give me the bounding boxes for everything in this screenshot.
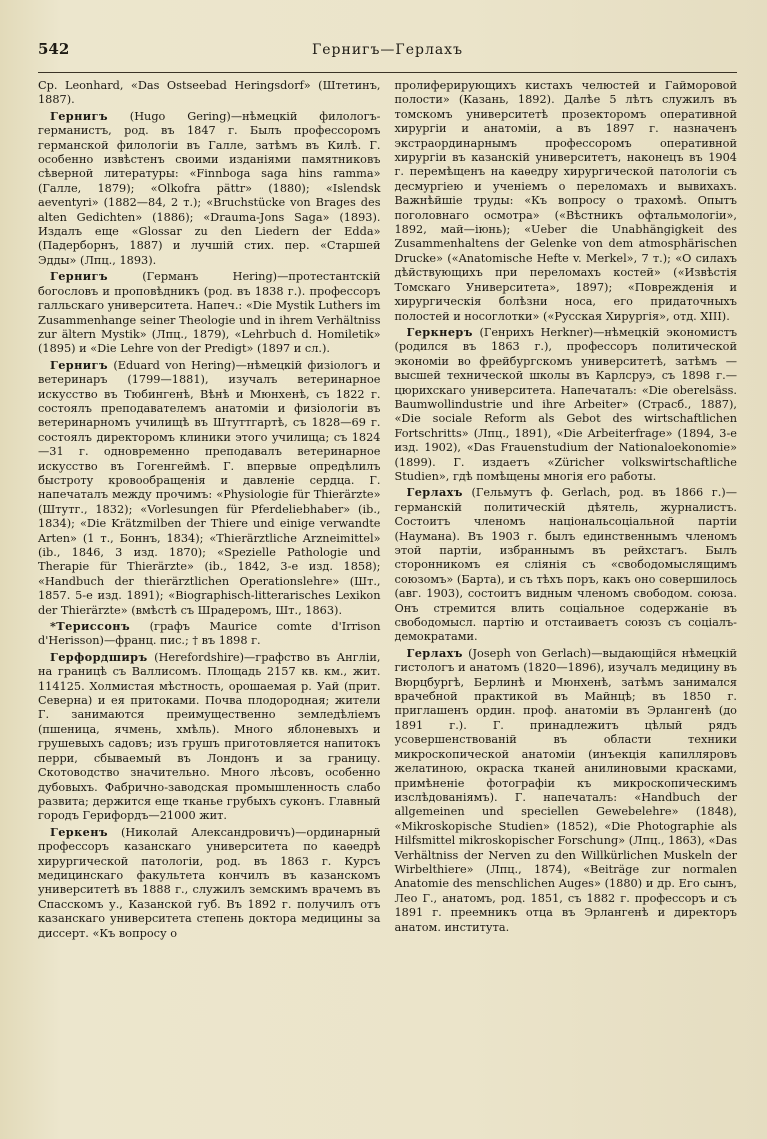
running-title: Гернигъ—Герлахъ xyxy=(312,42,463,58)
entry-headword: Гернигъ xyxy=(50,108,108,123)
left-column xyxy=(38,79,381,942)
right-column xyxy=(395,79,738,942)
dictionary-entry xyxy=(38,619,381,649)
entry-headword: Гернигъ xyxy=(50,269,108,284)
entry-text: (Eduard von Hering)—нѣмецкій физіологъ и ветеринаръ (1799—1881), изучалъ ветеринарное искусство въ Тюбингенѣ, Вѣнѣ и Мюнхенѣ, съ 1822 г. состоялъ преподавателемъ анатоміи и физіологіи въ ветеринарномъ училищѣ въ Штуттгартѣ, съ 1828—69 г. состоялъ директоромъ клиники этого училища; съ 1824—31 г. одновременно преподавалъ ветеринарное искусство въ Гогенгеймѣ. Г. впервые опредѣлилъ быстроту кровообращенія и давленіе сердца. Г. напечаталъ между прочимъ: «Physiologie für Thierärzte» (Штутг., 1832); «Vorlesungen für Pferdeliebhaber» (ib., 1834); «Die Krätzmilben der Thiere und einige verwandte Arten» (1 т., Боннъ, 1834); «Thierärztliche Arzneimittel» (ib., 1846, 3 изд. 1870); «Spezielle Pathologie und Therapie für Thierärzte» (ib., 1842, 3-е изд. 1858); «Handbuch der thierärztlichen Operationslehre» (Шт., 1857. 5-е изд. 1891); «Biographisch-litterarisches Lexikon der Thierärzte» (вмѣстѣ съ Шрадеромъ, Шт., 1863). xyxy=(38,358,381,617)
dictionary-entry xyxy=(38,825,381,941)
dictionary-entry xyxy=(395,325,738,484)
entry-headword: Геркнеръ xyxy=(406,324,473,339)
running-header xyxy=(38,40,737,73)
entry-text: (Генрихъ Herkner)—нѣмецкій экономистъ (родился въ 1863 г.), профессоръ политической экономіи во фрейбургскомъ университетѣ, затѣмъ — высшей технической школы въ Карлсруэ, съ 1898 г.—цюрихскаго университета. Напечаталъ: «Die oberelsäss. Baumwollindustrie und ihre Arbeiter» (Страсб., 1887), «Die sociale Reform als Gebot des wirtschaftlichen Fortschritts» (Лпц., 1891), «Die Arbeiterfrage» (1894, 3-е изд. 1902), «Das Frauenstudium der Nationaloekonomie» (1899). Г. издаетъ «Züricher volkswirtschaftliche Studien», гдѣ помѣщены многія его работы. xyxy=(394,325,738,483)
entry-text: (Гельмутъ ф. Gerlach, род. въ 1866 г.)—германскій политическій дѣятель, журналистъ. Состоитъ членомъ національсоціальной партіи (Наумана). Въ 1903 г. былъ единственнымъ членомъ этой партіи, избраннымъ въ рейхстагъ. Былъ сторонникомъ ея слiянія съ «свободомыслящимъ союзомъ» (Барта), и съ тѣхъ поръ, какъ оно совершилось (авг. 1903), состоитъ видным членомъ свободом. союза. Онъ стремится влить соціальное содержаніе въ свободомысл. партію и отстаиваетъ союзъ съ соціалъ-демократами. xyxy=(394,486,738,644)
entry-headword: *Териссонъ xyxy=(50,619,131,634)
entry-headword: Геркенъ xyxy=(50,824,108,839)
entry-text: (Николай Александровичъ)—ординарный профессоръ казанскаго университета по каѳедрѣ хирургической патологіи, род. въ 1863 г. Курсъ медицинскаго факультета кончилъ въ казанскомъ университетѣ въ 1888 г., служилъ земскимъ врачемъ въ Спасскомъ у., Казанской губ. Въ 1892 г. получилъ отъ казанскаго университета степень доктора медицины за диссерт. «Къ вопросу о xyxy=(38,825,381,940)
dictionary-entry xyxy=(38,79,381,108)
entry-text: (Herefordshire)—графство въ Англіи, на границѣ съ Валлисомъ. Площадь 2157 кв. км., жит. 114125. Холмистая мѣстность, орошаемая р. Уай (прит. Северна) и ея притоками. Почва плодородная; жители Г. занимаются преимущественно земледѣліемъ (пшеница, ячмень, хмѣль). Много яблоневыхъ и грушевыхъ садовъ; изъ грушъ приготовляется напитокъ перри, сбываемый въ Лондонъ и за границу. Скотоводство значительно. Много лѣсовъ, особенно дубовыхъ. Фабрично-заводская промышленность слабо развита; держится еще тканье грубыхъ суконъ. Главный городъ Герифордъ—21000 жит. xyxy=(38,650,381,823)
entry-text: Ср. Leonhard, «Das Ostseebad Heringsdorf» (Штетинъ, 1887). xyxy=(38,79,381,107)
entry-headword: Гернигъ xyxy=(50,357,108,372)
dictionary-entry xyxy=(38,269,381,356)
entry-text: пролиферирующихъ кистахъ челюстей и Гайморовой полости» (Казань, 1892). Далѣе 5 лѣтъ служилъ въ томскомъ университетѣ прозекторомъ оперативной хирургіи и анатоміи, а въ 1897 г. назначенъ экстраординарнымъ профессоромъ оперативной хирургіи въ казанскій университетъ, наконецъ въ 1904 г. перемѣщенъ на каѳедру хирургической патологіи съ десмургіею и ученіемъ о переломахъ и вывихахъ. Важнѣйшіе труды: «Къ вопросу о трахомѣ. Опытъ поголовнаго осмотра» («Вѣстникъ офтальмологіи», 1892, май—іюнь); «Ueber die Unabhängigkeit des Zusammenhaltens der Gelenke von dem atmosphärischen Drucke» («Anatomische Hefte v. Merkel», 7 т.); «О силахъ дѣйствующихъ при переломахъ костей» («Извѣстія Томскаго Университета», 1897); «Поврежденія и хирургическія болѣзни носа, его придаточныхъ полостей и носоглотки» («Русская Хирургія», отд. XIII). xyxy=(394,79,737,323)
dictionary-entry xyxy=(38,650,381,824)
dictionary-entry xyxy=(395,79,738,324)
entry-text: (Hugo Gering)—нѣмецкій филологъ-германистъ, род. въ 1847 г. Былъ профессоромъ германской филологіи въ Галле, затѣмъ въ Килѣ. Г. особенно извѣстенъ своими изданіями памятниковъ сѣверной литературы: «Finnboga saga hins ramma» (Галле, 1879); «Olkofra pättr» (1880); «Islendsk aeventyri» (1882—84, 2 т.); «Bruchstücke von Brages des alten Gedichten» (1886); «Drauma-Jons Saga» (1893). Издалъ еще «Glossar zu den Liedern der Edda» (Падерборнъ, 1887) и лучшій стих. пер. «Старшей Эдды» (Лпц., 1893). xyxy=(38,109,381,267)
dictionary-entry xyxy=(395,485,738,644)
entry-text: (графъ Maurice comte d'Irrison d'Herisson)—франц. пис.; † въ 1898 г. xyxy=(38,620,381,648)
dictionary-entry xyxy=(395,646,738,935)
entry-headword: Герфордширъ xyxy=(50,649,148,664)
entry-text: (Германъ Hering)—протестантскій богословъ и проповѣдникъ (род. въ 1838 г.). профессоръ галльскаго университета. Напеч.: «Die Mystik Luthers im Zusammenhange seiner Theologie und in ihrem Verhältniss zur ältern Mystik» (Лпц., 1879), «Lehrbuch d. Homiletik» (1895) и «Die Lehre von der Predigt» (1897 и сл.). xyxy=(38,270,381,356)
page-number: 542 xyxy=(38,40,70,58)
entry-text: (Joseph von Gerlach)—выдающійся нѣмецкій гистологъ и анатомъ (1820—1896), изучалъ медицину въ Вюрцбургѣ, Берлинѣ и Мюнхенѣ, затѣмъ занимался врачебной практикой въ Майнцѣ; въ 1850 г. приглашенъ ордин. проф. анатоміи въ Эрлангенѣ (до 1891 г.). Г. принадлежитъ цѣлый рядъ усовершенствованій въ области техники микроскопической анатоміи (инъекція капилляровъ желатиною, окраска тканей анилиновыми красками, примѣненіе фотографіи къ микроскопическимъ изслѣдованіямъ). Г. напечаталъ: «Handbuch der allgemeinen und speciellen Gewebelehre» (1848), «Mikroskopische Studien» (1852), «Die Photographie als Hilfsmittel mikroskopischer Forschung» (Лпц., 1863), «Das Verhältniss der Nerven zu den Willkürlichen Muskeln der Wirbelthiere» (Лпц., 1874), «Beiträge zur normalen Anatomie des menschlichen Auges» (1880) и др. Его сынъ, Лео Г., анатомъ, род. 1851, съ 1882 г. профессоръ и съ 1891 г. преемникъ отца въ Эрлангенѣ и директоръ анатом. института. xyxy=(394,646,738,934)
dictionary-entry xyxy=(38,109,381,268)
text-columns xyxy=(38,79,737,942)
entry-headword: Герлахъ xyxy=(406,645,463,660)
dictionary-entry xyxy=(38,358,381,618)
entry-headword: Герлахъ xyxy=(406,485,463,500)
